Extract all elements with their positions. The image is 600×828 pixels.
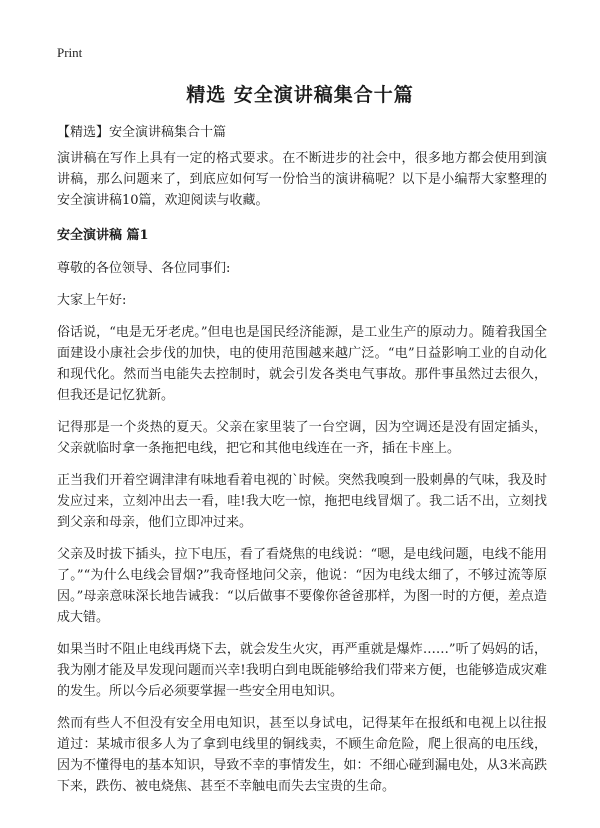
print-link[interactable]: Print xyxy=(57,45,83,60)
paragraph: 然而有些人不但没有安全用电知识，甚至以身试电，记得某年在报纸和电视上以往报道过：某城市很多人为了拿到电线里的铜线卖，不顾生命危险，爬上很高的电压线，因为不懂得电的基本知识，导致不幸的事情发生，如：不细心碰到漏电处，从3米高跌下来，跌伤、被电烧焦、甚至不幸触电而失去宝贵的生命。 xyxy=(57,716,547,794)
paragraph: 如果当时不阻止电线再烧下去，就会发生火灾，再严重就是爆炸……”听了妈妈的话，我为刚才能及早发现问题而兴幸!我明白到电既能够给我们带来方便，也能够造成灾难的发生。所以今后必须要掌握一些安全用电知识。 xyxy=(57,642,547,699)
paragraph: 大家上午好: xyxy=(57,293,127,308)
paragraph: 父亲及时拔下插头，拉下电压，看了看烧焦的电线说：“嗯，是电线问题，电线不能用了。”“为什么电线会冒烟?”我奇怪地问父亲，他说：“因为电线太细了，不够过流等原因。”母亲意味深长地告诫我：“以后做事不要像你爸爸那样，为图一时的方便，差点造成大错。 xyxy=(57,547,547,625)
section-heading: 安全演讲稿 篇1 xyxy=(57,228,149,243)
document-title: 精选 安全演讲稿集合十篇 xyxy=(186,84,414,106)
document-body xyxy=(57,148,547,808)
paragraph: 正当我们开着空调津津有味地看着电视的`时候。突然我嗅到一股刺鼻的气味，我及时发应过来，立刻冲出去一看，哇!我大吃一惊，拖把电线冒烟了。我二话不出，立刻找到父亲和母亲，他们立即冲过来。 xyxy=(57,473,547,530)
document-subtitle: 【精选】安全演讲稿集合十篇 xyxy=(57,125,227,140)
paragraph: 尊敬的各位领导、各位同事们: xyxy=(57,261,231,276)
paragraph: 记得那是一个炎热的夏天。父亲在家里装了一台空调，因为空调还是没有固定插头，父亲就临时拿一条拖把电线，把它和其他电线连在一齐，插在卡座上。 xyxy=(57,420,547,456)
intro-paragraph: 演讲稿在写作上具有一定的格式要求。在不断进步的社会中，很多地方都会使用到演讲稿，那么问题来了，到底应如何写一份恰当的演讲稿呢？以下是小编帮大家整理的安全演讲稿10篇，欢迎阅读与收藏。 xyxy=(57,151,547,208)
paragraph: 俗话说，“电是无牙老虎。”但电也是国民经济能源，是工业生产的原动力。随着我国全面建设小康社会步伐的加快，电的使用范围越来越广泛。“电”日益影响工业的自动化和现代化。然而当电能失去控制时，就会引发各类电气事故。那件事虽然过去很久，但我还是记忆犹新。 xyxy=(57,325,547,403)
